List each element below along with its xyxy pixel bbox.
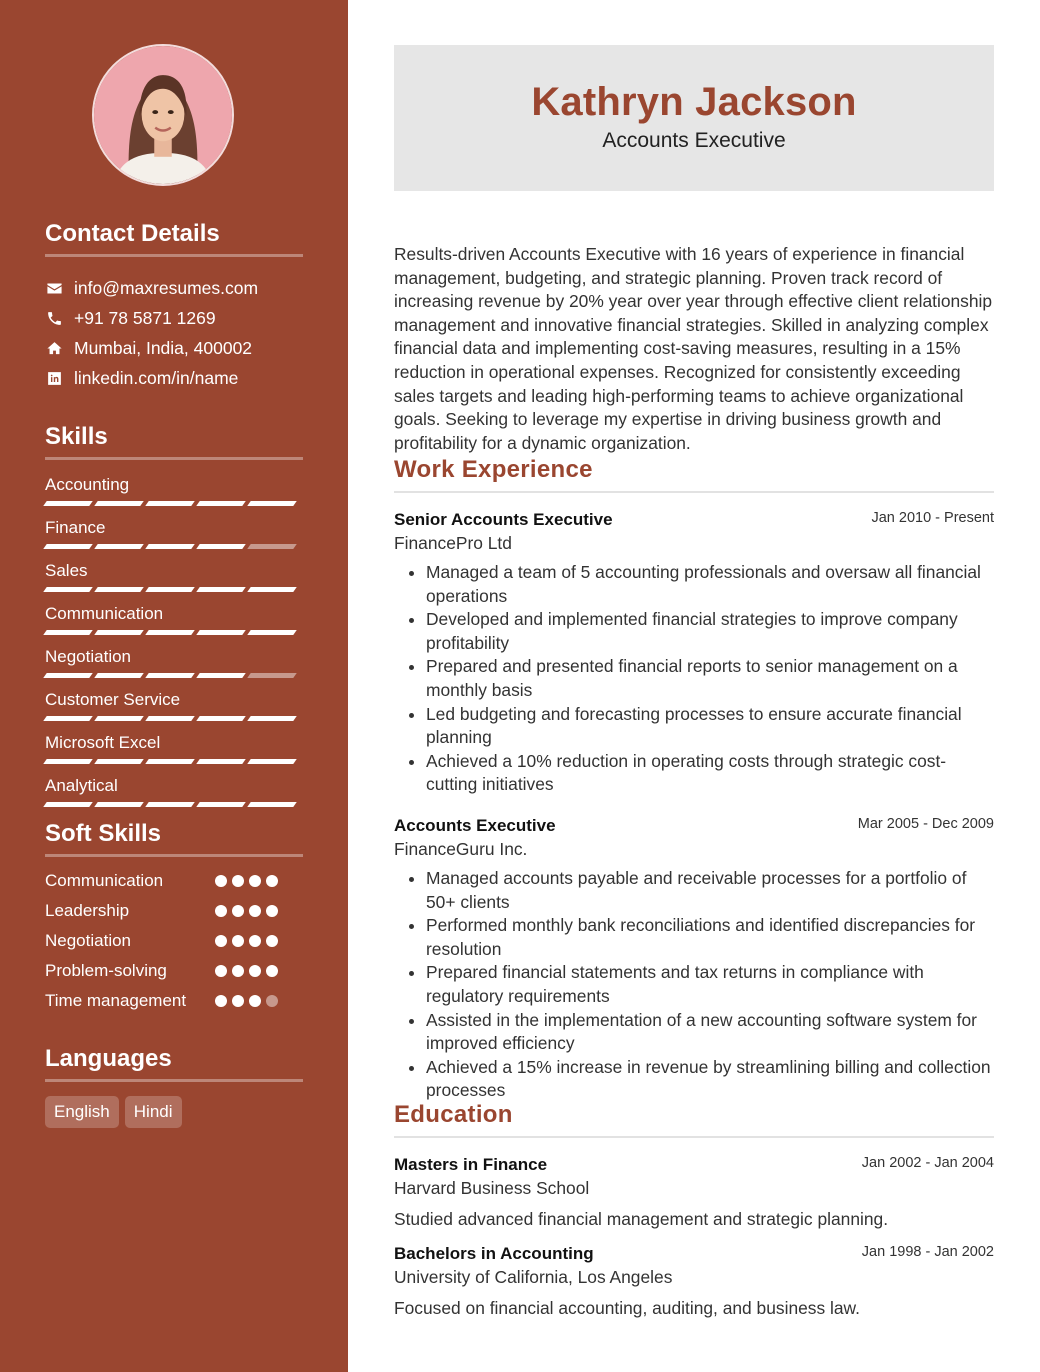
soft-skill-dot xyxy=(215,995,227,1007)
education-school: Harvard Business School xyxy=(394,1178,590,1198)
skill-level-bars xyxy=(45,759,295,764)
soft-skill-name: Time management xyxy=(45,991,187,1010)
skill-name: Accounting xyxy=(45,475,130,494)
soft-skills-section xyxy=(45,820,303,1019)
skill-name: Negotiation xyxy=(45,647,132,666)
contact-email-text: info@maxresumes.com xyxy=(74,277,259,298)
job-bullet: • Assisted in the implementation of a new accounting software system for improved efficiency xyxy=(426,1009,994,1056)
soft-skill-dot xyxy=(232,935,244,947)
job-company: FinancePro Ltd xyxy=(394,533,512,553)
skill-name: Analytical xyxy=(45,776,118,795)
skill-level-bars xyxy=(45,544,295,549)
skill-level-segment xyxy=(94,587,144,592)
skill-level-segment xyxy=(94,544,144,549)
soft-skill-dot xyxy=(215,875,227,887)
soft-skill-dot xyxy=(215,905,227,917)
soft-skill-dot xyxy=(266,905,278,917)
soft-skill-dot xyxy=(232,995,244,1007)
soft-skill-dot xyxy=(232,905,244,917)
language-chip: Hindi xyxy=(125,1096,182,1128)
summary-text: Results-driven Accounts Executive with 16 years of experience in financial management, budgeting, and strategic planning. Proven track record of increasing revenue by 20% year over year through effective client relationship management and innovative financial strategies. Skilled in analyzing complex financial data and implementing cost-saving measures, resulting in a 15% reduction in operational expenses. Recognized for consistently exceeding sales targets and leading high-performing teams to achieve organizational goals. Seeking to leverage my expertise in driving business growth and profitability for a dynamic organization. xyxy=(394,244,993,453)
soft-skills-list xyxy=(45,869,303,1019)
job-title: Senior Accounts Executive xyxy=(394,510,613,529)
skill-level-segment xyxy=(145,587,195,592)
soft-skill-name: Leadership xyxy=(45,901,130,920)
skill-level-segment xyxy=(247,501,297,506)
contact-email[interactable] xyxy=(45,273,303,303)
contact-address xyxy=(45,333,303,363)
email-icon xyxy=(45,279,63,297)
education-degree: Masters in Finance xyxy=(394,1155,548,1174)
skill-level-segment xyxy=(145,501,195,506)
skill-level-segment xyxy=(94,501,144,506)
job-bullets xyxy=(394,867,994,1103)
soft-skill-dot xyxy=(249,995,261,1007)
soft-skill-item xyxy=(45,959,303,989)
skill-item xyxy=(45,514,303,557)
education-entry xyxy=(394,1243,994,1320)
skill-level-segment xyxy=(196,544,246,549)
soft-skill-dot xyxy=(232,965,244,977)
skill-level-segment xyxy=(43,673,93,678)
skill-level-segment xyxy=(145,673,195,678)
sidebar xyxy=(0,0,348,1372)
skill-level-segment xyxy=(145,544,195,549)
skill-level-segment xyxy=(247,673,297,678)
skill-level-segment xyxy=(145,716,195,721)
skill-level-bars xyxy=(45,501,295,506)
skill-level-segment xyxy=(43,759,93,764)
skill-level-segment xyxy=(196,802,246,807)
soft-skill-dots xyxy=(215,935,278,947)
soft-skill-name: Communication xyxy=(45,871,164,890)
education-school: University of California, Los Angeles xyxy=(394,1267,673,1287)
soft-skill-dot xyxy=(249,965,261,977)
skill-level-segment xyxy=(145,759,195,764)
education-list xyxy=(394,1154,994,1320)
education-description: Focused on financial accounting, auditing, and business law. xyxy=(394,1298,860,1318)
soft-skill-dot xyxy=(249,875,261,887)
skill-name: Communication xyxy=(45,604,164,623)
job-title: Accounts Executive xyxy=(394,815,556,835)
skill-level-segment xyxy=(94,630,144,635)
job-bullet: • Managed accounts payable and receivable processes for a portfolio of 50+ clients xyxy=(426,867,994,914)
skill-level-segment xyxy=(43,716,93,721)
job-bullet: • Achieved a 15% increase in revenue by streamlining billing and collection processes xyxy=(426,1056,994,1103)
skill-item xyxy=(45,557,303,600)
soft-skill-item xyxy=(45,899,303,929)
contact-phone-text: +91 78 5871 1269 xyxy=(74,307,216,328)
skill-level-segment xyxy=(196,673,246,678)
contact-section xyxy=(45,220,303,393)
home-icon xyxy=(45,339,63,357)
candidate-title: Accounts Executive xyxy=(602,129,786,152)
skill-item xyxy=(45,643,303,686)
contact-list xyxy=(45,273,303,393)
education-entry xyxy=(394,1154,994,1231)
skill-level-segment xyxy=(196,501,246,506)
soft-skill-dots xyxy=(215,995,278,1007)
soft-skill-dots xyxy=(215,875,278,887)
profile-photo-icon xyxy=(94,46,232,184)
job-bullet: • Achieved a 10% reduction in operating costs through strategic cost-cutting initiatives xyxy=(426,750,994,797)
soft-skill-dot xyxy=(266,875,278,887)
education-heading: Education xyxy=(394,1100,994,1138)
soft-skill-dot xyxy=(249,905,261,917)
soft-skill-dot xyxy=(249,935,261,947)
job-dates: Mar 2005 - Dec 2009 xyxy=(857,815,994,832)
contact-linkedin[interactable] xyxy=(45,363,303,393)
header-box xyxy=(394,45,994,191)
education-degree: Bachelors in Accounting xyxy=(394,1244,594,1263)
skill-level-segment xyxy=(247,759,297,764)
soft-skill-item xyxy=(45,989,303,1019)
soft-skill-dot xyxy=(215,965,227,977)
job-dates: Jan 2010 - Present xyxy=(871,510,994,526)
job-bullets xyxy=(394,561,994,797)
skill-level-segment xyxy=(43,802,93,807)
education-description: Studied advanced financial management and strategic planning. xyxy=(394,1209,889,1229)
profile-photo xyxy=(92,44,234,186)
job-entry xyxy=(394,815,994,1103)
job-header xyxy=(394,815,994,837)
soft-skill-item xyxy=(45,929,303,959)
job-bullet: • Managed a team of 5 accounting professionals and oversaw all financial operations xyxy=(426,561,994,608)
skill-level-segment xyxy=(145,630,195,635)
soft-skill-dots xyxy=(215,905,278,917)
skill-level-segment xyxy=(196,759,246,764)
job-header xyxy=(394,509,994,531)
skill-level-segment xyxy=(94,802,144,807)
skills-list xyxy=(45,471,303,815)
soft-skill-dot xyxy=(266,935,278,947)
job-entry xyxy=(394,509,994,797)
job-bullet: • Performed monthly bank reconciliations and identified discrepancies for resolution xyxy=(426,914,994,961)
skill-level-segment xyxy=(247,544,297,549)
soft-skill-item xyxy=(45,869,303,899)
job-bullet: • Developed and implemented financial strategies to improve company profitability xyxy=(426,608,994,655)
soft-skill-dot xyxy=(266,965,278,977)
languages-list xyxy=(45,1096,303,1128)
skill-name: Finance xyxy=(45,518,106,537)
skill-item xyxy=(45,600,303,643)
contact-heading: Contact Details xyxy=(45,220,303,257)
job-company: FinanceGuru Inc. xyxy=(394,838,528,859)
skill-name: Microsoft Excel xyxy=(45,733,161,752)
languages-section xyxy=(45,1045,303,1128)
skill-level-bars xyxy=(45,802,295,807)
education-header xyxy=(394,1243,994,1265)
skills-heading: Skills xyxy=(45,423,303,460)
skill-level-segment xyxy=(43,630,93,635)
skill-level-segment xyxy=(247,716,297,721)
skill-level-segment xyxy=(145,802,195,807)
skill-level-segment xyxy=(94,759,144,764)
experience-section xyxy=(394,455,994,1103)
job-bullet: • Prepared financial statements and tax returns in compliance with regulatory requirements xyxy=(426,961,994,1008)
skill-level-segment xyxy=(94,716,144,721)
skill-level-segment xyxy=(94,673,144,678)
skill-level-bars xyxy=(45,673,295,678)
skill-level-segment xyxy=(247,802,297,807)
contact-linkedin-text: linkedin.com/in/name xyxy=(74,367,239,388)
soft-skill-dot xyxy=(215,935,227,947)
jobs-list xyxy=(394,509,994,1103)
job-bullet: • Prepared and presented financial reports to senior management on a monthly basis xyxy=(426,655,994,702)
linkedin-icon xyxy=(45,369,63,387)
skill-level-segment xyxy=(43,544,93,549)
skill-level-segment xyxy=(43,587,93,592)
skill-level-bars xyxy=(45,630,295,635)
job-bullet: • Led budgeting and forecasting processes to ensure accurate financial planning xyxy=(426,703,994,750)
education-dates: Jan 1998 - Jan 2002 xyxy=(861,1244,994,1260)
skill-item xyxy=(45,686,303,729)
skill-level-segment xyxy=(196,716,246,721)
education-section xyxy=(394,1100,994,1320)
skill-name: Sales xyxy=(45,561,88,580)
candidate-name: Kathryn Jackson xyxy=(531,80,857,124)
skill-level-segment xyxy=(43,501,93,506)
soft-skill-dots xyxy=(215,965,278,977)
education-header xyxy=(394,1154,994,1176)
skill-level-bars xyxy=(45,716,295,721)
phone-icon xyxy=(45,309,63,327)
skill-item xyxy=(45,772,303,815)
contact-phone[interactable] xyxy=(45,303,303,333)
skill-level-segment xyxy=(247,587,297,592)
language-chip: English xyxy=(45,1096,119,1128)
skill-level-segment xyxy=(196,630,246,635)
education-dates: Jan 2002 - Jan 2004 xyxy=(861,1155,994,1171)
skill-name: Customer Service xyxy=(45,690,181,709)
soft-skill-dot xyxy=(232,875,244,887)
contact-address-text: Mumbai, India, 400002 xyxy=(74,337,253,358)
skills-section xyxy=(45,423,303,815)
experience-heading: Work Experience xyxy=(394,455,994,493)
skill-level-segment xyxy=(196,587,246,592)
soft-skills-heading: Soft Skills xyxy=(45,820,303,857)
languages-heading: Languages xyxy=(45,1045,303,1082)
soft-skill-dot xyxy=(266,995,278,1007)
soft-skill-name: Problem-solving xyxy=(45,961,167,980)
skill-item xyxy=(45,471,303,514)
skill-level-bars xyxy=(45,587,295,592)
soft-skill-name: Negotiation xyxy=(45,931,132,950)
skill-item xyxy=(45,729,303,772)
skill-level-segment xyxy=(247,630,297,635)
